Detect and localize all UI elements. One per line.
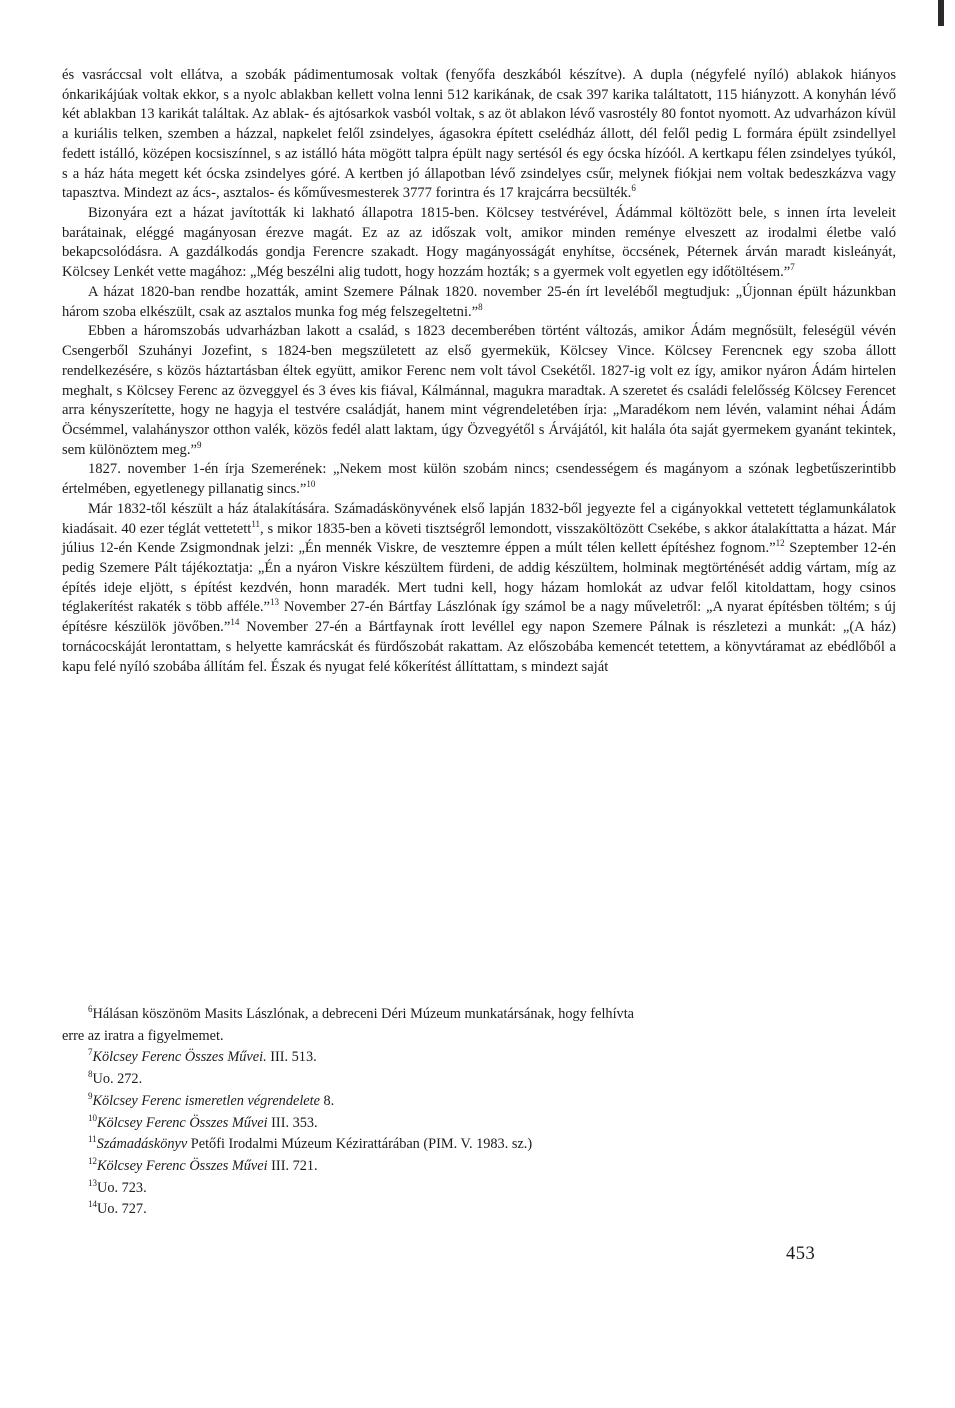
footnote-title: Kölcsey Ferenc Összes Művei	[97, 1157, 268, 1174]
paragraph	[62, 322, 896, 460]
footnote	[62, 1069, 896, 1091]
footnote-ref: 13	[270, 597, 280, 608]
footnote	[62, 1113, 896, 1135]
paragraph-text: , s mikor 1835-ben a követi tisztségről lemondott, visszaköltözött Csekébe, s akkor átalakíttatta a házat. Már július 12-én Kende Zsigmondnak jelzi: „Én mennék Viskre, de vesztemre éppen a múlt télen kellett építéshez fognom.”	[62, 520, 897, 557]
footnote-number: 12	[88, 1155, 97, 1166]
footnote-number: 8	[88, 1069, 93, 1080]
footnote-ref: 8	[478, 301, 483, 312]
footnote	[62, 1134, 896, 1156]
footnote-number: 14	[88, 1199, 97, 1210]
footnote-title: Kölcsey Ferenc Összes Művei.	[92, 1049, 267, 1066]
footnote	[62, 1047, 896, 1069]
footnote-ref: 6	[631, 183, 636, 194]
paragraph-text: November 27-én a Bártfaynak írott levéllel egy napon Szemere Pálnak is részletezi a munkát: „(A ház) tornácocskáját lerontattam, s helyette kamrácskát és fürdőszobát rakattam. Az előszobába kemencét tetettem, a könyvtáramat az ebédlőből a kapu felé nyíló szobába állítám fel. Észak és nyugat felé kőkerítést állíttattam, s mindezt saját	[62, 619, 896, 675]
paragraph	[62, 460, 896, 499]
paragraph	[62, 500, 896, 677]
footnote	[62, 1199, 896, 1221]
footnote-ref: 10	[306, 479, 316, 490]
paragraph-text: Ebben a háromszobás udvarházban lakott a család, s 1823 decemberében történt változás, amikor Ádám megnősült, feleségül vévén Csengerből Szuhányi Jozefint, s 1824-ben megszületett az első gyermekük, Kölcsey Vince. Kölcsey Ferencnek egy szoba állott rendelkezésére, s közös háztartásban éltek együtt, amikor Ferenc nem volt távol Csekétől. 1827-ig volt ez így, amikor nyáron Ádám hirtelen meghalt, s Kölcsey Ferenc az özveggyel és 3 éves kis fiával, Kálmánnal, magukra maradtak. A szeretet és családi felelősség Kölcsey Ferencet arra kényszerítette, hogy ne hagyja el testvére családját, hanem mint végrendeletében írja: „Maradékom nem lévén, valamint néhai Ádám Öcsémmel, valahányszor otthon valék, közös fedél alatt laktam, úgy Özvegyétől s Árvájától, kit halála óta saját gyermekem gyanánt tekintek, sem különöztem meg.”	[62, 323, 896, 458]
footnote-text: Uo. 727.	[97, 1201, 147, 1218]
footnote-text: III. 353.	[267, 1114, 318, 1131]
footnote-text: Uo. 723.	[97, 1179, 147, 1196]
footnote-text: erre az iratra a figyelmemet.	[62, 1027, 224, 1044]
footnote-text: Petőfi Irodalmi Múzeum Kézirattárában (PIM. V. 1983. sz.)	[187, 1136, 533, 1153]
footnote-ref: 7	[790, 262, 795, 273]
footnote-text: Hálásan köszönöm Masits Lászlónak, a debreceni Déri Múzeum munkatársának, hogy felhívta	[92, 1006, 635, 1022]
paragraph	[62, 204, 896, 283]
footnote-number: 10	[88, 1112, 97, 1123]
footnote-text: III. 721.	[267, 1157, 318, 1174]
footnote-title: Számadáskönyv	[96, 1136, 188, 1153]
paragraph-text: és vasráccsal volt ellátva, a szobák pádimentumosak voltak (fenyőfa deszkából készítve). A dupla (négyfelé nyíló) ablakok hiányos ónkarikájúak voltak ekkor, s a nyolc ablakban kellett volna lenni 512 karikának, de csak 397 karika találtatott, 115 hiányzott. A konyhán lévő két ablakban 13 karikát találtak. Az ablak- és ajtósarkok vasból voltak, s az öt ablakon lévő vasrostély 80 fontot nyomott. Az udvarházon kívül a kuriális telken, szemben a házzal, napkelet felől zsindelyes, ágasokra épített cselédház állott, dél felől pedig L formára épült zsindellyel fedett istálló, középen kocsiszínnel, s az istálló háta mögött talpra épült nagy sertésól és egy ócska hízóól. A kertkapu félen zsindelyes tyúkól, s a ház háta megett két ócska zsindelyes góré. A kertben jó állapotban lévő zsindelyes csűr, melynek fiókjai nem voltak bedeszkázva vagy tapasztva. Mindezt az ács-, asztalos- és kőművesmesterek 3777 forintra és 17 krajcárra becsülték.	[62, 67, 896, 202]
footnote-title: Kölcsey Ferenc Összes Művei	[97, 1114, 268, 1131]
footnote-text: 8.	[319, 1092, 335, 1109]
footnote-ref: 12	[775, 538, 785, 549]
paragraph	[62, 66, 896, 204]
paragraph	[62, 283, 896, 322]
footnote	[62, 1178, 896, 1200]
footnotes	[62, 1004, 896, 1221]
footnote-number: 11	[88, 1134, 97, 1145]
footnote	[62, 1156, 896, 1178]
paragraph-text: 1827. november 1-én írja Szemerének: „Nekem most külön szobám nincs; csendességem és magányom a szónak legbetűszerintibb értelmében, egyetlenegy pillanatig sincs.”	[62, 461, 896, 498]
footnote-ref: 14	[230, 617, 240, 628]
footnote-number: 9	[88, 1090, 93, 1101]
footnote-number: 6	[88, 1004, 93, 1014]
footnote-number: 7	[88, 1047, 93, 1058]
footnote-ref: 11	[251, 518, 260, 529]
footnote-text: III. 513.	[266, 1049, 317, 1066]
footnote	[62, 1091, 896, 1113]
main-text	[62, 66, 896, 677]
paragraph-text: A házat 1820-ban rendbe hozatták, amint Szemere Pálnak 1820. november 25-én írt leveléből megtudjuk: „Újonnan épült házunkban három szoba elkészült, csak az asztalos munka fog még felszegeltetni.”	[62, 283, 896, 320]
footnote-title: Kölcsey Ferenc ismeretlen végrendelete	[92, 1092, 320, 1109]
paragraph-text: Szeptember 12-én pedig Szemere Pált tájékoztatja: „Én a nyáron Viskre készültem fürdeni, de addig készültem, holminak megtörténését addig vártam, míg az építés ideje eljött, s építést kezdvén, honn maradék. Mert tudni kell, hogy házam homlokát az udvar felől kitoldattam, hogy csinos téglakerítést rakaték s több afféle.”	[62, 540, 896, 616]
paragraph-text: November 27-én Bártfay Lászlónak így számol be a nagy műveletről: „A nyarat építésben töltém; s új építésre készülök jövőben.”	[62, 599, 897, 636]
footnote-text: Uo. 272.	[92, 1071, 143, 1088]
page-number: 453	[786, 1244, 816, 1264]
paragraph-text: Bizonyára ezt a házat javították ki lakható állapotra 1815-ben. Kölcsey testvérével, Ádámmal költözött bele, s innen írta leveleit barátainak, eléggé magányosan érezve magát. Ez az az időszak volt, amikor minden reménye elveszett az irodalmi életbe való bekapcsolódásra. A gazdálkodás gondja Ferencre szakadt. Hogy magányosságát enyhítse, öccsének, Péternek árván maradt kisleányát, Kölcsey Lenkét vette magához: „Még beszélni alig tudott, hogy hozzám hozták; s a gyermek volt egyetlen egy időtöltésem.”	[62, 205, 896, 281]
scan-edge-mark	[938, 0, 944, 26]
paragraph-text: Már 1832-től készült a ház átalakítására. Számadáskönyvének első lapján 1832-ből jegyezte fel a cigányokkal vettetett téglamunkálatok kiadásait. 40 ezer téglát vettetett	[62, 500, 896, 537]
footnote	[62, 1004, 896, 1047]
footnote-ref: 9	[196, 439, 202, 450]
footnote-number: 13	[88, 1177, 97, 1188]
